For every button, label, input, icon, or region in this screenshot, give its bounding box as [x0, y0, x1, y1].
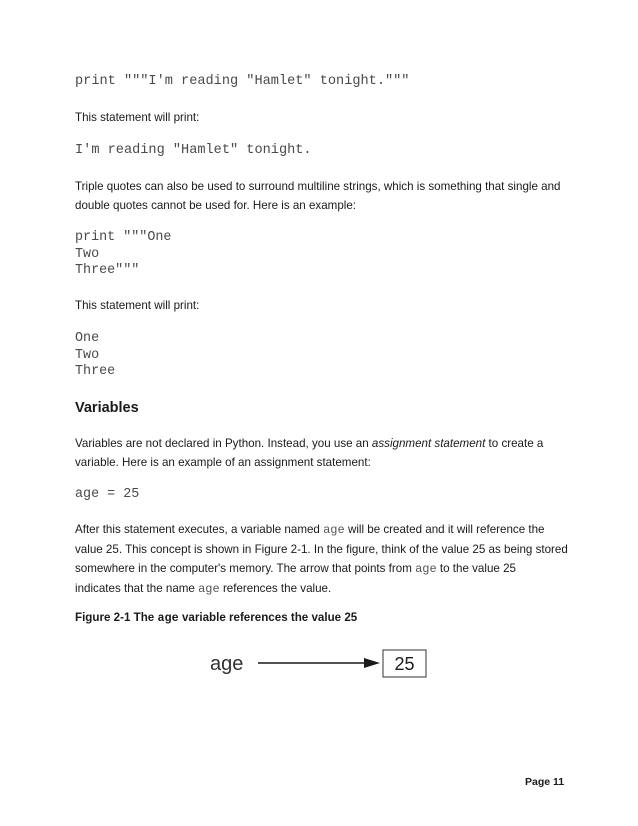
code-multiline-example [75, 230, 171, 280]
paragraph-will-print-1: This statement will print: [75, 111, 200, 124]
paragraph-variables-intro [75, 434, 543, 472]
code-print-hamlet: print """I'm reading "Hamlet" tonight.""" [75, 74, 410, 89]
section-heading-variables: Variables [75, 400, 139, 416]
code-age-assignment: age = 25 [75, 487, 140, 502]
code-line: Three""" [75, 263, 140, 278]
figure-value-25: 25 [394, 654, 415, 674]
paragraph-line: variable. Here is an example of an assignment statement: [75, 456, 371, 469]
output-line: One [75, 331, 100, 346]
emphasis-assignment-statement: assignment statement [371, 437, 486, 450]
output-multiline [75, 331, 115, 381]
figure-caption: Figure 2-1 The age variable references the value 25 [75, 611, 358, 625]
paragraph-line: indicates that the name age references the value. [75, 582, 332, 596]
output-line: Two [75, 347, 100, 363]
figure-arrowhead [364, 658, 380, 668]
paragraph-line: Variables are not declared in Python. Instead, you use an assignment statement to create a [75, 437, 544, 450]
figure-variable-reference-diagram [200, 642, 440, 686]
inline-code-age: age [323, 523, 345, 537]
inline-code-age: age [415, 562, 437, 576]
paragraph-age-explanation [75, 520, 568, 599]
output-hamlet: I'm reading "Hamlet" tonight. [75, 143, 312, 158]
paragraph-triple-quotes [75, 177, 560, 215]
code-line: print """One [75, 230, 172, 245]
paragraph-line: somewhere in the computer's memory. The arrow that points from age to the value 25 [75, 562, 516, 576]
output-line: Three [75, 364, 116, 379]
figure-label-age: age [210, 653, 244, 675]
paragraph-will-print-2: This statement will print: [75, 299, 200, 312]
page-number: Page 11 [525, 776, 565, 788]
inline-code-age: age [198, 582, 220, 596]
caption-code-age: age [157, 611, 179, 625]
code-line: Two [75, 246, 100, 262]
paragraph-line: double quotes cannot be used for. Here is an example: [75, 199, 357, 212]
paragraph-line: Triple quotes can also be used to surround multiline strings, which is something that single and [75, 180, 561, 193]
paragraph-line: value 25. This concept is shown in Figure 2-1. In the figure, think of the value 25 as being stored [75, 543, 568, 556]
paragraph-line: After this statement executes, a variable named age will be created and it will reference the [75, 523, 545, 537]
